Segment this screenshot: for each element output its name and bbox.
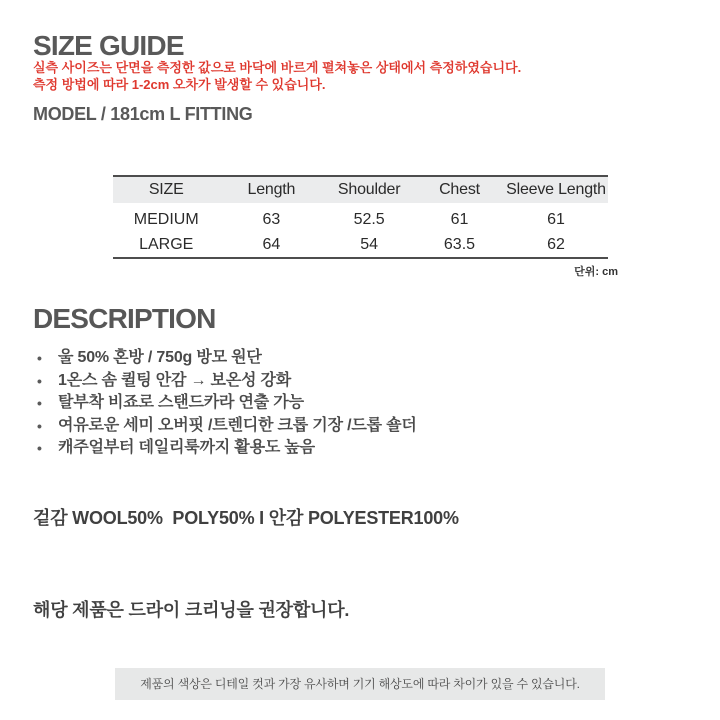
size-table: [113, 175, 608, 259]
description-bullet-list: [36, 347, 417, 460]
cell-shoulder: 54: [360, 235, 379, 253]
description-title: DESCRIPTION: [33, 303, 216, 334]
cell-sleeve-length: 62: [547, 235, 565, 253]
column-header-chest: Chest: [439, 181, 480, 198]
fabric-composition: 겉감 WOOL50% POLY50% I 안감 POLYESTER100%: [33, 508, 459, 528]
cell-shoulder: 52.5: [353, 210, 385, 228]
measurement-warning-line2: 측정 방법에 따라 1-2cm 오차가 발생할 수 있습니다.: [33, 76, 326, 92]
column-header-shoulder: Shoulder: [337, 181, 401, 198]
bullet-item: • 울 50% 혼방 / 750g 방모 원단: [36, 347, 417, 370]
column-header-size: SIZE: [148, 181, 184, 198]
table-row-medium: [113, 203, 608, 232]
color-difference-notice: 제품의 색상은 디테일 컷과 가장 유사하며 기기 해상도에 따라 차이가 있을 수 있습니다.: [115, 668, 605, 700]
care-instruction: 해당 제품은 드라이 크리닝을 권장합니다.: [33, 600, 350, 620]
column-header-length: Length: [247, 181, 296, 198]
size-table-section: [113, 175, 618, 279]
bullet-item: • 여유로운 세미 오버핏 /트렌디한 크롭 기장 /드롭 숄더: [36, 415, 417, 438]
cell-length: 64: [262, 235, 281, 253]
model-fitting-info: MODEL / 181cm L FITTING: [33, 104, 253, 124]
cell-chest: 63.5: [443, 235, 476, 253]
cell-length: 63: [262, 210, 281, 228]
cell-sleeve-length: 61: [547, 210, 565, 228]
bullet-item: • 1온스 솜 퀼팅 안감 → 보온성 강화: [36, 370, 417, 393]
cell-chest: 61: [450, 210, 469, 228]
table-row-large: [113, 232, 608, 258]
bullet-item: • 탈부착 비죠로 스탠드카라 연출 가능: [36, 392, 417, 415]
row-size-label: MEDIUM: [133, 210, 199, 228]
unit-note: 단위: cm: [574, 266, 618, 278]
bullet-item: • 캐주얼부터 데일리룩까지 활용도 높음: [36, 437, 417, 460]
measurement-warning: [33, 60, 521, 93]
size-table-header-row: [113, 176, 608, 203]
row-size-label: LARGE: [139, 235, 194, 253]
column-header-sleeve-length: Sleeve Length: [506, 181, 606, 198]
measurement-warning-line1: 실측 사이즈는 단면을 측정한 값으로 바닥에 바르게 펼쳐놓은 상태에서 측정하였습니다.: [33, 60, 522, 75]
size-guide-title: SIZE GUIDE: [33, 30, 184, 61]
